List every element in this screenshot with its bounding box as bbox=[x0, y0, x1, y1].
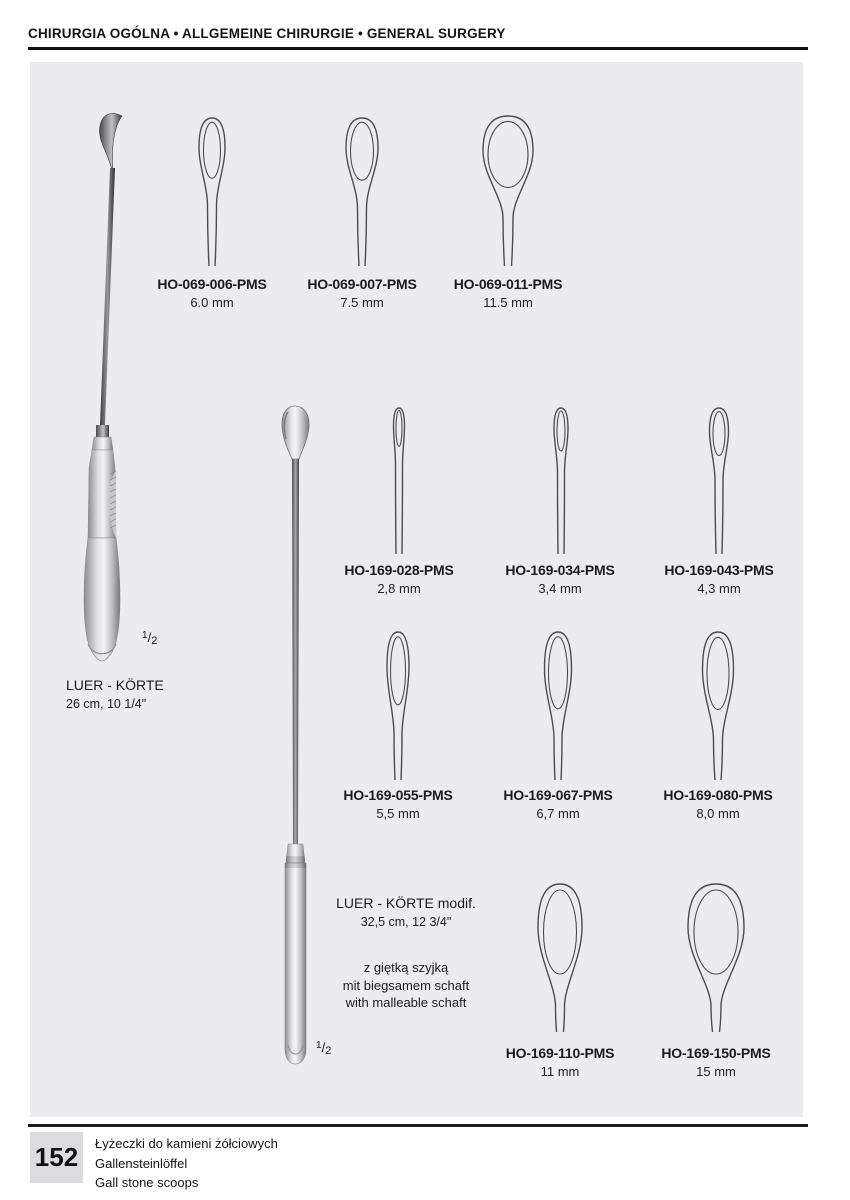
catalog-code: HO-169-067-PMS bbox=[503, 787, 613, 803]
catalog-size: 6,7 mm bbox=[536, 806, 580, 821]
note-line-pl: z giętką szyjką bbox=[363, 960, 449, 975]
catalog-size: 11.5 mm bbox=[483, 295, 533, 310]
scoop-tip-figure bbox=[689, 406, 749, 554]
instrument-dimensions: 32,5 cm, 12 3/4" bbox=[360, 915, 452, 929]
catalog-item bbox=[313, 787, 483, 822]
note-line-en: with malleable schaft bbox=[345, 995, 467, 1010]
catalog-code: HO-069-011-PMS bbox=[453, 276, 563, 292]
catalog-code: HO-069-006-PMS bbox=[157, 276, 267, 292]
footer-rule bbox=[28, 1124, 808, 1127]
scoop-tip-figure bbox=[686, 630, 750, 780]
catalog-item bbox=[475, 562, 645, 597]
instrument-name: LUER - KÖRTE modif. bbox=[336, 895, 476, 911]
catalog-code: HO-169-080-PMS bbox=[663, 787, 773, 803]
scoop-tip-figure bbox=[366, 630, 430, 780]
instrument-name: LUER - KÖRTE bbox=[66, 677, 164, 693]
catalog-item bbox=[277, 276, 447, 311]
catalog-size: 8,0 mm bbox=[696, 806, 740, 821]
footer-caption-pl: Łyżeczki do kamieni żółciowych bbox=[95, 1136, 278, 1151]
instrument-name-block bbox=[325, 894, 487, 931]
scale-ratio: $^1/_2$ bbox=[316, 1040, 332, 1057]
instrument-dimensions: 26 cm, 10 1/4" bbox=[66, 697, 147, 711]
scoop-tip-figure bbox=[473, 114, 543, 266]
catalog-item bbox=[423, 276, 593, 311]
catalog-size: 15 mm bbox=[696, 1064, 736, 1079]
catalog-size: 4,3 mm bbox=[697, 581, 741, 596]
catalog-size: 3,4 mm bbox=[538, 581, 582, 596]
header-rule bbox=[28, 47, 808, 50]
scoop-tip-figure bbox=[327, 116, 397, 266]
catalog-item bbox=[314, 562, 484, 597]
catalog-item bbox=[631, 1045, 801, 1080]
luer-korte-instrument-photo bbox=[52, 108, 172, 668]
catalog-size: 7.5 mm bbox=[340, 295, 384, 310]
catalog-code: HO-169-028-PMS bbox=[344, 562, 454, 578]
instrument-notes bbox=[325, 959, 487, 1012]
catalog-code: HO-169-055-PMS bbox=[343, 787, 453, 803]
scoop-tip-figure bbox=[520, 882, 600, 1032]
page-header-title: CHIRURGIA OGÓLNA • ALLGEMEINE CHIRURGIE • GENERAL SURGERY bbox=[28, 26, 506, 41]
catalog-code: HO-169-034-PMS bbox=[505, 562, 615, 578]
footer-captions bbox=[95, 1134, 278, 1193]
footer-caption-en: Gall stone scoops bbox=[95, 1175, 199, 1190]
catalog-code: HO-069-007-PMS bbox=[307, 276, 417, 292]
catalog-size: 11 mm bbox=[540, 1064, 580, 1079]
scoop-tip-figure bbox=[531, 406, 591, 554]
instrument-name-block bbox=[66, 676, 164, 713]
scoop-tip-figure bbox=[369, 406, 429, 554]
scoop-tip-figure bbox=[676, 882, 756, 1032]
scale-ratio: $^1/_2$ bbox=[142, 630, 158, 647]
catalog-size: 2,8 mm bbox=[377, 581, 421, 596]
catalog-size: 5,5 mm bbox=[376, 806, 420, 821]
luer-korte-modif-instrument-photo bbox=[268, 401, 324, 1069]
page-number-box bbox=[30, 1132, 83, 1183]
catalog-item bbox=[633, 787, 803, 822]
catalog-code: HO-169-110-PMS bbox=[505, 1045, 615, 1061]
catalog-item bbox=[634, 562, 804, 597]
catalog-code: HO-169-150-PMS bbox=[661, 1045, 771, 1061]
catalog-code: HO-169-043-PMS bbox=[664, 562, 774, 578]
note-line-de: mit biegsamem schaft bbox=[342, 977, 470, 993]
catalog-item bbox=[473, 787, 643, 822]
page-number: 152 bbox=[34, 1142, 79, 1172]
scoop-tip-figure bbox=[177, 116, 247, 266]
catalog-size: 6.0 mm bbox=[190, 295, 234, 310]
footer-caption-de: Gallensteinlöffel bbox=[95, 1155, 188, 1171]
scoop-tip-figure bbox=[526, 630, 590, 780]
catalog-item bbox=[475, 1045, 645, 1080]
